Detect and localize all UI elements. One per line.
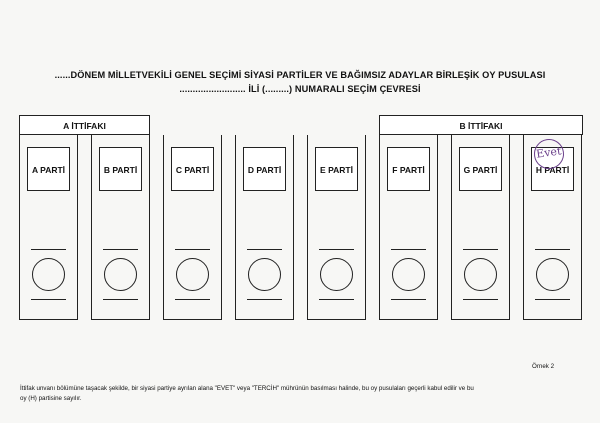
ballot-title: ......DÖNEM MİLLETVEKİLİ GENEL SEÇİMİ SİYASİ PARTİLER VE BAĞIMSIZ ADAYLAR BİRLEŞİK OY PUSULASI [54,70,546,80]
vote-circle[interactable] [104,258,137,291]
vote-circle[interactable] [248,258,281,291]
footnote-line-2: oy (H) partisine sayılır. [20,395,82,402]
candidate-line [319,249,354,250]
vote-circle[interactable] [536,258,569,291]
vote-circle[interactable] [320,258,353,291]
ballot-subtitle: ......................... İLİ (.........) NUMARALI SEÇİM ÇEVRESİ [179,84,421,94]
party-name-box: D PARTİ [243,147,286,191]
candidate-line [175,249,210,250]
party-name-box: H PARTİ [531,147,574,191]
party-name-box: A PARTİ [27,147,70,191]
alliance-b-header: B İTTİFAKI [379,115,583,135]
candidate-line [391,299,426,300]
candidate-line [247,299,282,300]
candidate-line [319,299,354,300]
party-name-box: F PARTİ [387,147,430,191]
footnote-line-1: İttifak unvanı bölümüne taşacak şekilde, bir siyasi partiye ayrılan alana "EVET" veya "TERCİH" mührünün basılması halinde, bu oy pusulaları geçerli kabul edilir ve bu [20,385,474,392]
vote-circle[interactable] [392,258,425,291]
candidate-line [175,299,210,300]
party-name-box: C PARTİ [171,147,214,191]
candidate-line [463,299,498,300]
candidate-line [103,249,138,250]
candidate-line [535,249,570,250]
candidate-line [535,299,570,300]
candidate-line [103,299,138,300]
candidate-line [31,299,66,300]
candidate-line [247,249,282,250]
party-name-box: E PARTİ [315,147,358,191]
party-name-box: B PARTİ [99,147,142,191]
vote-circle[interactable] [464,258,497,291]
vote-circle[interactable] [176,258,209,291]
candidate-line [31,249,66,250]
example-label: Örnek 2 [532,363,555,370]
candidate-line [391,249,426,250]
candidate-line [463,249,498,250]
alliance-a-header: A İTTİFAKI [19,115,150,135]
vote-circle[interactable] [32,258,65,291]
party-name-box: G PARTİ [459,147,502,191]
evet-stamp-icon: Evet [532,137,566,171]
